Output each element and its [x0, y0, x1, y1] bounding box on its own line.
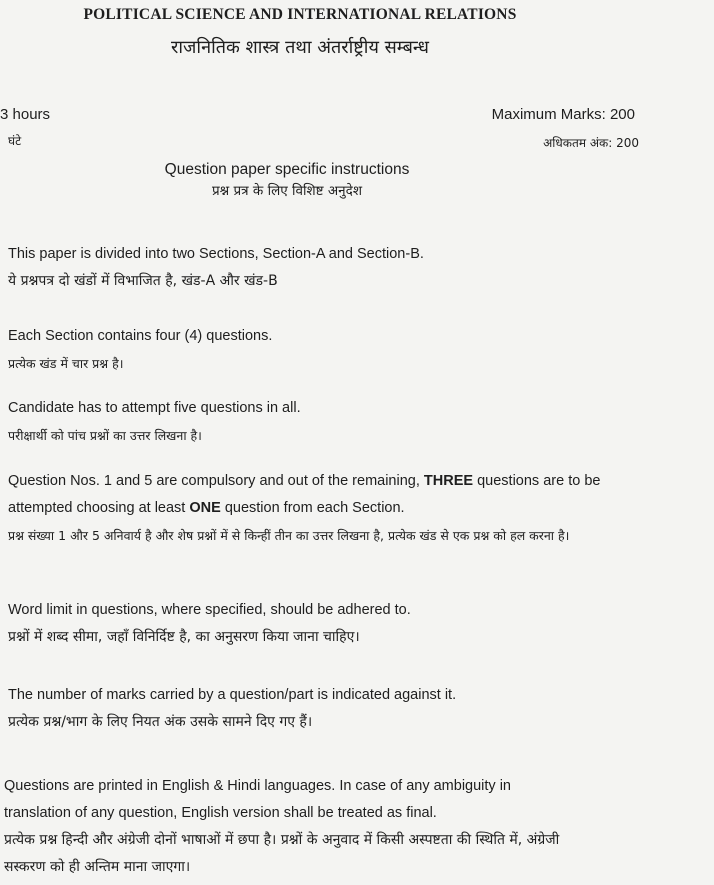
instruction-text: Questions are printed in English & Hindi languages. In case of any ambiguity in translation of any question, English version shall be treated as final.: [4, 778, 511, 821]
instruction-text: Each Section contains four (4) questions.: [8, 328, 273, 344]
instruction-text: The number of marks carried by a question/part is indicated against it.: [8, 687, 457, 703]
instruction-item: [4, 773, 574, 881]
maximum-marks-hindi: अधिकतम अंक: 200: [543, 136, 639, 150]
instruction-text-hindi: प्रत्येक खंड में चार प्रश्न है।: [8, 356, 124, 371]
instruction-item: [8, 468, 644, 549]
instruction-text: Candidate has to attempt five questions in all.: [8, 400, 301, 416]
instructions-heading-hindi: प्रश्न प्रत्र के लिए विशिष्ट अनुदेश: [211, 183, 363, 199]
paper-title-hindi: राजनितिक शास्त्र तथा अंतर्राष्ट्रीय सम्बन्ध: [171, 37, 429, 58]
instruction-item: [8, 597, 658, 651]
instruction-text-hindi: प्रश्न संख्या 1 और 5 अनिवार्य है और शेष प्रश्नों में से किन्हीं तीन का उत्तर लिखना है, प्रत्येक खंड से एक प्रश्न को हल करना है।: [8, 528, 570, 543]
instruction-item: [8, 323, 658, 377]
instruction-text-hindi: प्रश्नों में शब्द सीमा, जहाँ विनिर्दिष्ट है, का अनुसरण किया जाना चाहिए।: [8, 629, 360, 645]
instruction-item: [8, 395, 658, 449]
instruction-text-hindi: प्रत्येक प्रश्न हिन्दी और अंग्रेजी दोनों भाषाओं में छपा है। प्रश्नों के अनुवाद में किसी अस्पष्टता की स्थिति में, अंग्रेजी सस्करण को ही अन्तिम माना जाएगा।: [4, 832, 560, 875]
duration: 3 hours: [0, 106, 51, 123]
instruction-text: This paper is divided into two Sections, Section-A and Section-B.: [8, 246, 424, 262]
instructions-heading: Question paper specific instructions: [164, 161, 410, 178]
instruction-item: [8, 241, 658, 295]
instruction-text: Question Nos. 1 and 5 are compulsory and out of the remaining, THREE questions are to be attempted choosing at least ONE question from each Section.: [8, 473, 601, 516]
instruction-item: [8, 682, 658, 736]
instruction-text-hindi: परीक्षार्थी को पांच प्रश्नों का उत्तर लिखना है।: [8, 428, 202, 443]
paper-title: POLITICAL SCIENCE AND INTERNATIONAL RELATIONS: [83, 6, 517, 23]
instruction-text: Word limit in questions, where specified, should be adhered to.: [8, 602, 411, 618]
instruction-text-hindi: प्रत्येक प्रश्न/भाग के लिए नियत अंक उसके सामने दिए गए हैं।: [8, 714, 313, 730]
duration-hindi: घंटे: [8, 134, 22, 148]
maximum-marks: Maximum Marks: 200: [491, 106, 635, 123]
instruction-text-hindi: ये प्रश्नपत्र दो खंडों में विभाजित है, खंड-A और खंड-B: [8, 273, 278, 289]
